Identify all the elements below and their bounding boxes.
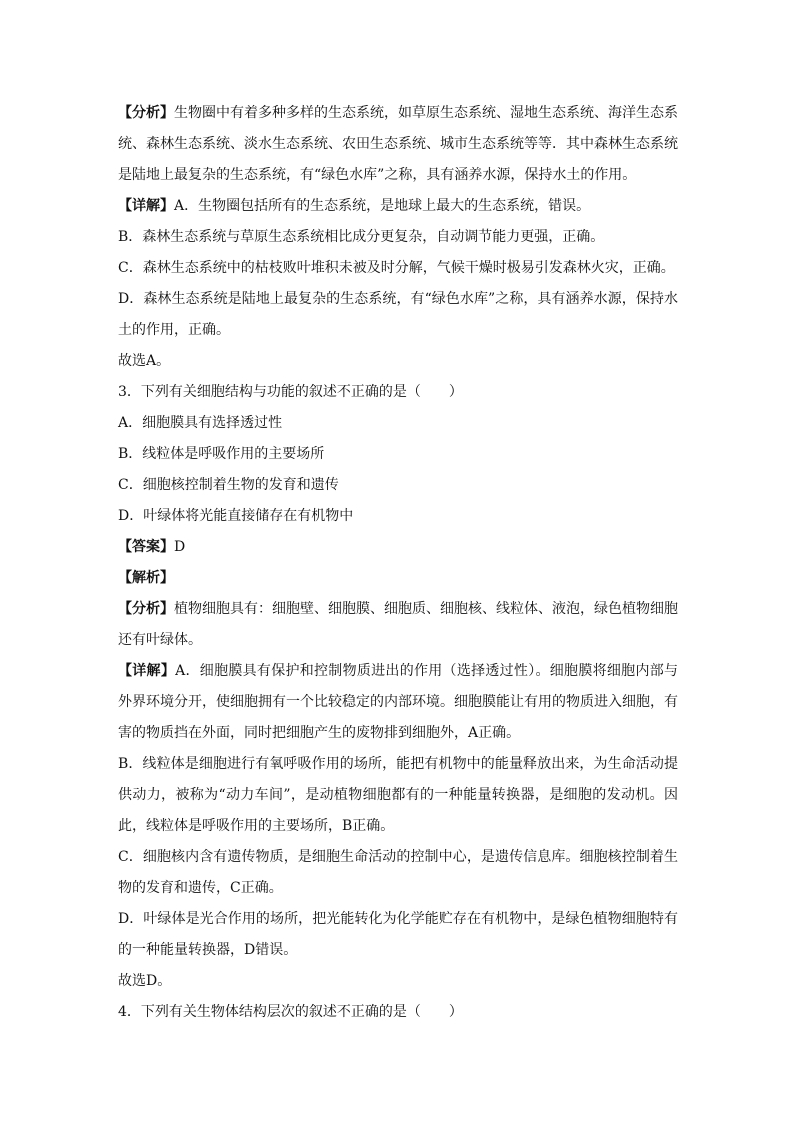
question-3-stem xyxy=(118,377,678,408)
question-3-option-c xyxy=(118,470,678,501)
question-3-option-b xyxy=(118,439,678,470)
answer-line xyxy=(118,532,678,563)
paragraph-text: 植物细胞具有：细胞壁、细胞膜、细胞质、细胞核、线粒体、液泡，绿色植物细胞还有叶绿体。 xyxy=(118,601,678,648)
section-tag: 【详解】 xyxy=(118,198,174,214)
question-3-option-a xyxy=(118,408,678,439)
paragraph-text: 3．下列有关细胞结构与功能的叙述不正确的是（ ） xyxy=(118,384,463,400)
section-tag: 【解析】 xyxy=(118,570,174,586)
paragraph-text: A．细胞膜具有选择透过性 xyxy=(118,415,283,431)
paragraph-text: C．森林生态系统中的枯枝败叶堆积未被及时分解，气候干燥时极易引发森林火灾，正确。 xyxy=(118,260,675,276)
detail-option-c xyxy=(118,253,678,284)
paragraph-text: B．森林生态系统与草原生态系统相比成分更复杂，自动调节能力更强，正确。 xyxy=(118,229,605,245)
detail-paragraph xyxy=(118,656,678,749)
paragraph-text: 故选A。 xyxy=(118,353,171,369)
question-3-option-d xyxy=(118,501,678,532)
detail-option-c xyxy=(118,842,678,904)
answer-text-body xyxy=(118,98,678,1028)
paragraph-text: C．细胞核控制着生物的发育和遗传 xyxy=(118,477,339,493)
analysis-paragraph xyxy=(118,594,678,656)
conclusion-line xyxy=(118,966,678,997)
detail-paragraph xyxy=(118,191,678,222)
paragraph-text: B．线粒体是细胞进行有氧呼吸作用的场所，能把有机物中的能量释放出来，为生命活动提供动力，被称为“动力车间”，是动植物细胞都有的一种能量转换器，是细胞的发动机。因此，线粒体是呼吸作用的主要场所，B正确。 xyxy=(118,756,678,834)
paragraph-text: 故选D。 xyxy=(118,973,172,989)
section-tag: 【答案】 xyxy=(118,539,174,555)
conclusion-line xyxy=(118,346,678,377)
section-tag: 【详解】 xyxy=(118,663,176,679)
detail-option-d xyxy=(118,284,678,346)
paragraph-text: B．线粒体是呼吸作用的主要场所 xyxy=(118,446,325,462)
paragraph-text: A．生物圈包括所有的生态系统，是地球上最大的生态系统，错误。 xyxy=(174,198,591,214)
paragraph-text: 生物圈中有着多种多样的生态系统，如草原生态系统、湿地生态系统、海洋生态系统、森林生态系统、淡水生态系统、农田生态系统、城市生态系统等等．其中森林生态系统是陆地上最复杂的生态系统，有“绿色水库”之称，具有涵养水源，保持水土的作用。 xyxy=(118,105,678,183)
detail-option-b xyxy=(118,749,678,842)
paragraph-text: D．森林生态系统是陆地上最复杂的生态系统，有“绿色水库”之称，具有涵养水源，保持水土的作用，正确。 xyxy=(118,291,678,338)
paragraph-text: D xyxy=(174,539,186,555)
explanation-heading xyxy=(118,563,678,594)
paragraph-text: D．叶绿体是光合作用的场所，把光能转化为化学能贮存在有机物中，是绿色植物细胞特有的一种能量转换器，D错误。 xyxy=(118,911,678,958)
paragraph-text: A．细胞膜具有保护和控制物质进出的作用（选择透过性）。细胞膜将细胞内部与外界环境分开，使细胞拥有一个比较稳定的内部环境。细胞膜能让有用的物质进入细胞，有害的物质挡在外面，同时把细胞产生的废物排到细胞外，A正确。 xyxy=(118,663,679,741)
section-tag: 【分析】 xyxy=(118,105,174,121)
analysis-paragraph xyxy=(118,98,678,191)
paragraph-text: C．细胞核内含有遗传物质，是细胞生命活动的控制中心，是遗传信息库。细胞核控制着生物的发育和遗传，C正确。 xyxy=(118,849,678,896)
detail-option-b xyxy=(118,222,678,253)
question-4-stem xyxy=(118,997,678,1028)
paragraph-text: D．叶绿体将光能直接储存在有机物中 xyxy=(118,508,354,524)
detail-option-d xyxy=(118,904,678,966)
paragraph-text: 4．下列有关生物体结构层次的叙述不正确的是（ ） xyxy=(118,1004,463,1020)
section-tag: 【分析】 xyxy=(118,601,174,617)
